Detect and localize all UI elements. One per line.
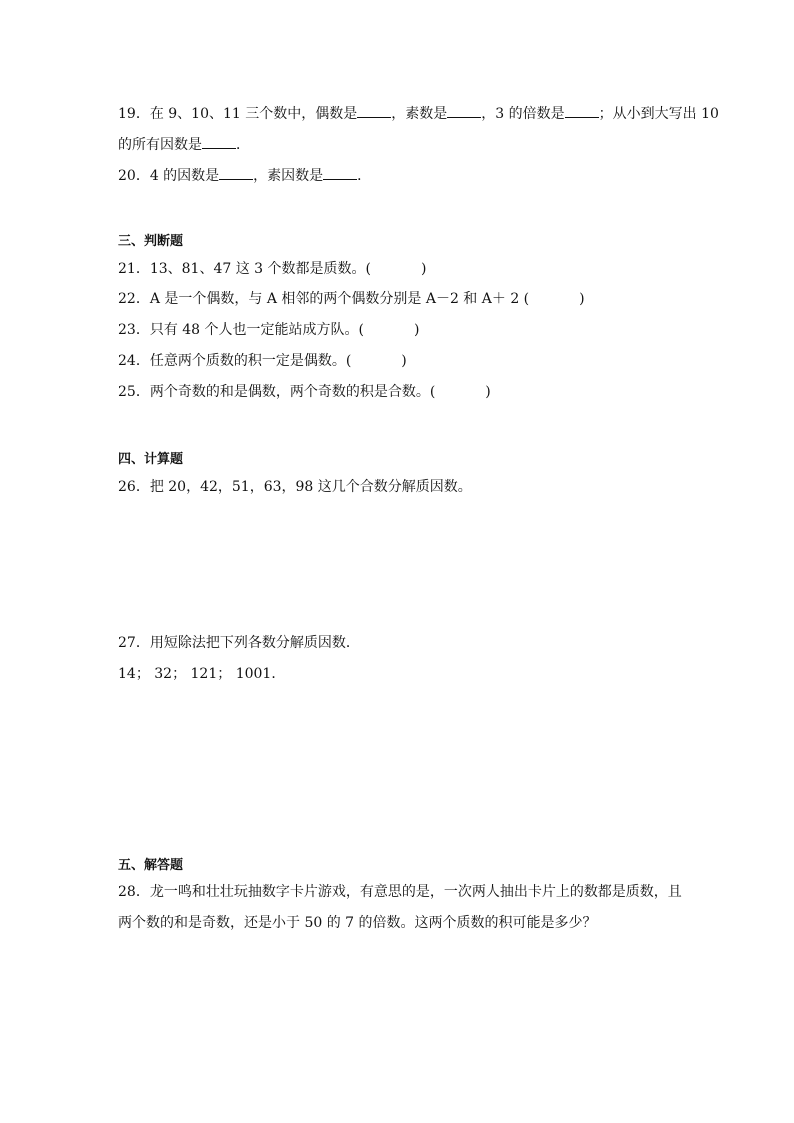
q19-blank-multiple-of-3[interactable] bbox=[565, 103, 599, 118]
q21-text: 21．13、81、47 这 3 个数都是质数。( bbox=[118, 261, 371, 277]
question-28-line-1: 28．龙一鸣和壮壮玩抽数字卡片游戏，有意思的是，一次两人抽出卡片上的数都是质数，且 bbox=[118, 884, 682, 900]
question-23 bbox=[118, 320, 419, 340]
q19-text-5: 的所有因数是 bbox=[118, 137, 202, 153]
q24-close-paren: ) bbox=[401, 353, 407, 369]
q19-text-2: ，素数是 bbox=[391, 106, 448, 122]
q25-close-paren: ) bbox=[485, 384, 491, 400]
q19-blank-even[interactable] bbox=[357, 103, 391, 118]
q20-blank-prime-factors[interactable] bbox=[323, 165, 357, 180]
q20-text-1: 20．4 的因数是 bbox=[118, 168, 220, 184]
q22-text: 22．A 是一个偶数，与 A 相邻的两个偶数分别是 A－2 和 A＋ 2 ( bbox=[118, 291, 530, 307]
question-19-line-1 bbox=[118, 103, 719, 124]
question-19-line-2 bbox=[118, 134, 250, 155]
question-26: 26．把 20，42，51，63，98 这几个合数分解质因数。 bbox=[118, 479, 472, 495]
q19-text-6: ． bbox=[236, 137, 250, 153]
section-4-title: 四、计算题 bbox=[118, 452, 184, 467]
q20-blank-factors[interactable] bbox=[219, 165, 253, 180]
q22-close-paren: ) bbox=[579, 291, 585, 307]
q23-text: 23．只有 48 个人也一定能站成方队。( bbox=[118, 322, 364, 338]
q20-text-3: ． bbox=[357, 168, 372, 184]
q24-text: 24．任意两个质数的积一定是偶数。( bbox=[118, 353, 352, 369]
q19-text-3: ，3 的倍数是 bbox=[481, 106, 565, 122]
question-27-numbers: 14； 32； 121； 1001． bbox=[118, 666, 286, 682]
section-3-title: 三、判断题 bbox=[118, 234, 184, 249]
q19-text-1: 19．在 9、10、11 三个数中，偶数是 bbox=[118, 106, 358, 122]
question-28-line-2: 两个数的和是奇数，还是小于 50 的 7 的倍数。这两个质数的积可能是多少？ bbox=[118, 915, 597, 931]
q19-blank-factors-of-10[interactable] bbox=[202, 134, 236, 149]
q19-blank-prime[interactable] bbox=[447, 103, 481, 118]
section-5-title: 五、解答题 bbox=[118, 858, 184, 873]
question-24 bbox=[118, 351, 407, 371]
q23-close-paren: ) bbox=[414, 322, 420, 338]
question-25 bbox=[118, 382, 491, 402]
q25-text: 25．两个奇数的和是偶数，两个奇数的积是合数。( bbox=[118, 384, 436, 400]
q21-close-paren: ) bbox=[420, 261, 427, 277]
question-22 bbox=[118, 289, 585, 309]
question-20 bbox=[118, 165, 371, 186]
question-21 bbox=[118, 259, 426, 279]
question-27: 27．用短除法把下列各数分解质因数． bbox=[118, 635, 360, 651]
q19-text-4: ；从小到大写出 10 bbox=[598, 106, 719, 122]
q20-text-2: ，素因数是 bbox=[253, 168, 324, 184]
